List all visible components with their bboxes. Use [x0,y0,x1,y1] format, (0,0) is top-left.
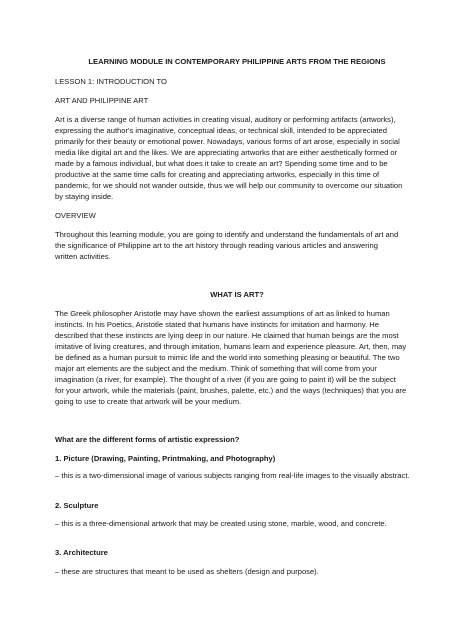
form-description-architecture: – these are structures that meant to be used as shelters (design and purpose). [55,567,319,576]
intro-line: Art is a diverse range of human activities in creating visual, auditory or performing artifacts (artworks), [55,115,396,124]
aristotle-line: instincts. In his Poetics, Aristotle stated that humans have instincts for imitation and harmony. He [55,320,380,329]
aristotle-line: major art elements are the subject and the medium. Think of something that will come from your [55,364,377,373]
forms-heading: What are the different forms of artistic expression? [55,435,240,444]
aristotle-line: for your artwork, while the materials (paint, brushes, palette, etc.) and the ways (techniques) that you are [55,386,407,395]
what-is-art-heading: WHAT IS ART? [210,290,264,299]
form-description-sculpture: – this is a three-dimensional artwork that may be created using stone, marble, wood, and concrete. [55,519,387,528]
aristotle-line: imitative of living creatures, and through imitation, humans learn and experience pleasure. Art, then, may [55,342,407,351]
aristotle-line: The Greek philosopher Aristotle may have shown the earliest assumptions of art as linked to human [55,309,390,318]
intro-line: pandemic, for we should not wander outside, thus we will help our community to overcome our situation [55,181,403,190]
overview-heading: OVERVIEW [55,211,96,220]
intro-line: productive at the same time calls for creating and appreciating artworks, especially in this time of [55,170,380,179]
overview-line: Throughout this learning module, you are going to identify and understand the fundamentals of art and [55,230,399,239]
intro-line: primarily for their beauty or emotional power. Nowadays, various forms of art arose, especially in social [55,137,400,146]
overview-line: written activities. [55,252,111,261]
lesson-line: LESSON 1: INTRODUCTION TO [55,77,167,86]
aristotle-line: imagination (a river, for example). The thought of a river (if you are going to paint it) will be the subject [55,375,396,384]
aristotle-line: described that these instincts are lying deep in our nature. He claimed that human beings are the most [55,331,399,340]
aristotle-line: going to use to create that artwork will be your medium. [55,397,242,406]
form-heading-sculpture: 2. Sculpture [55,501,99,510]
intro-line: by staying inside. [55,192,114,201]
form-heading-picture: 1. Picture (Drawing, Painting, Printmaking, and Photography) [55,454,276,463]
document-title: LEARNING MODULE IN CONTEMPORARY PHILIPPINE ARTS FROM THE REGIONS [88,57,386,66]
lesson-subtitle: ART AND PHILIPPINE ART [55,96,149,105]
intro-line: expressing the author's imaginative, conceptual ideas, or technical skill, intended to be appreciated [55,126,387,135]
overview-line: the significance of Philippine art to the art history through reading various articles and answering [55,241,378,250]
intro-line: made by a famous individual, but what does it take to create an art? Spending some time and to be [55,159,388,168]
aristotle-line: be defined as a human pursuit to mimic life and the world into something pleasing or beautiful. The two [55,353,400,362]
form-description-picture: – this is a two-dimensional image of various subjects ranging from real-life images to the visually abstract. [55,471,410,480]
intro-line: media like digital art and the likes. We are appreciating artworks that are either aesthetically formed or [55,148,398,157]
form-heading-architecture: 3. Architecture [55,548,108,557]
